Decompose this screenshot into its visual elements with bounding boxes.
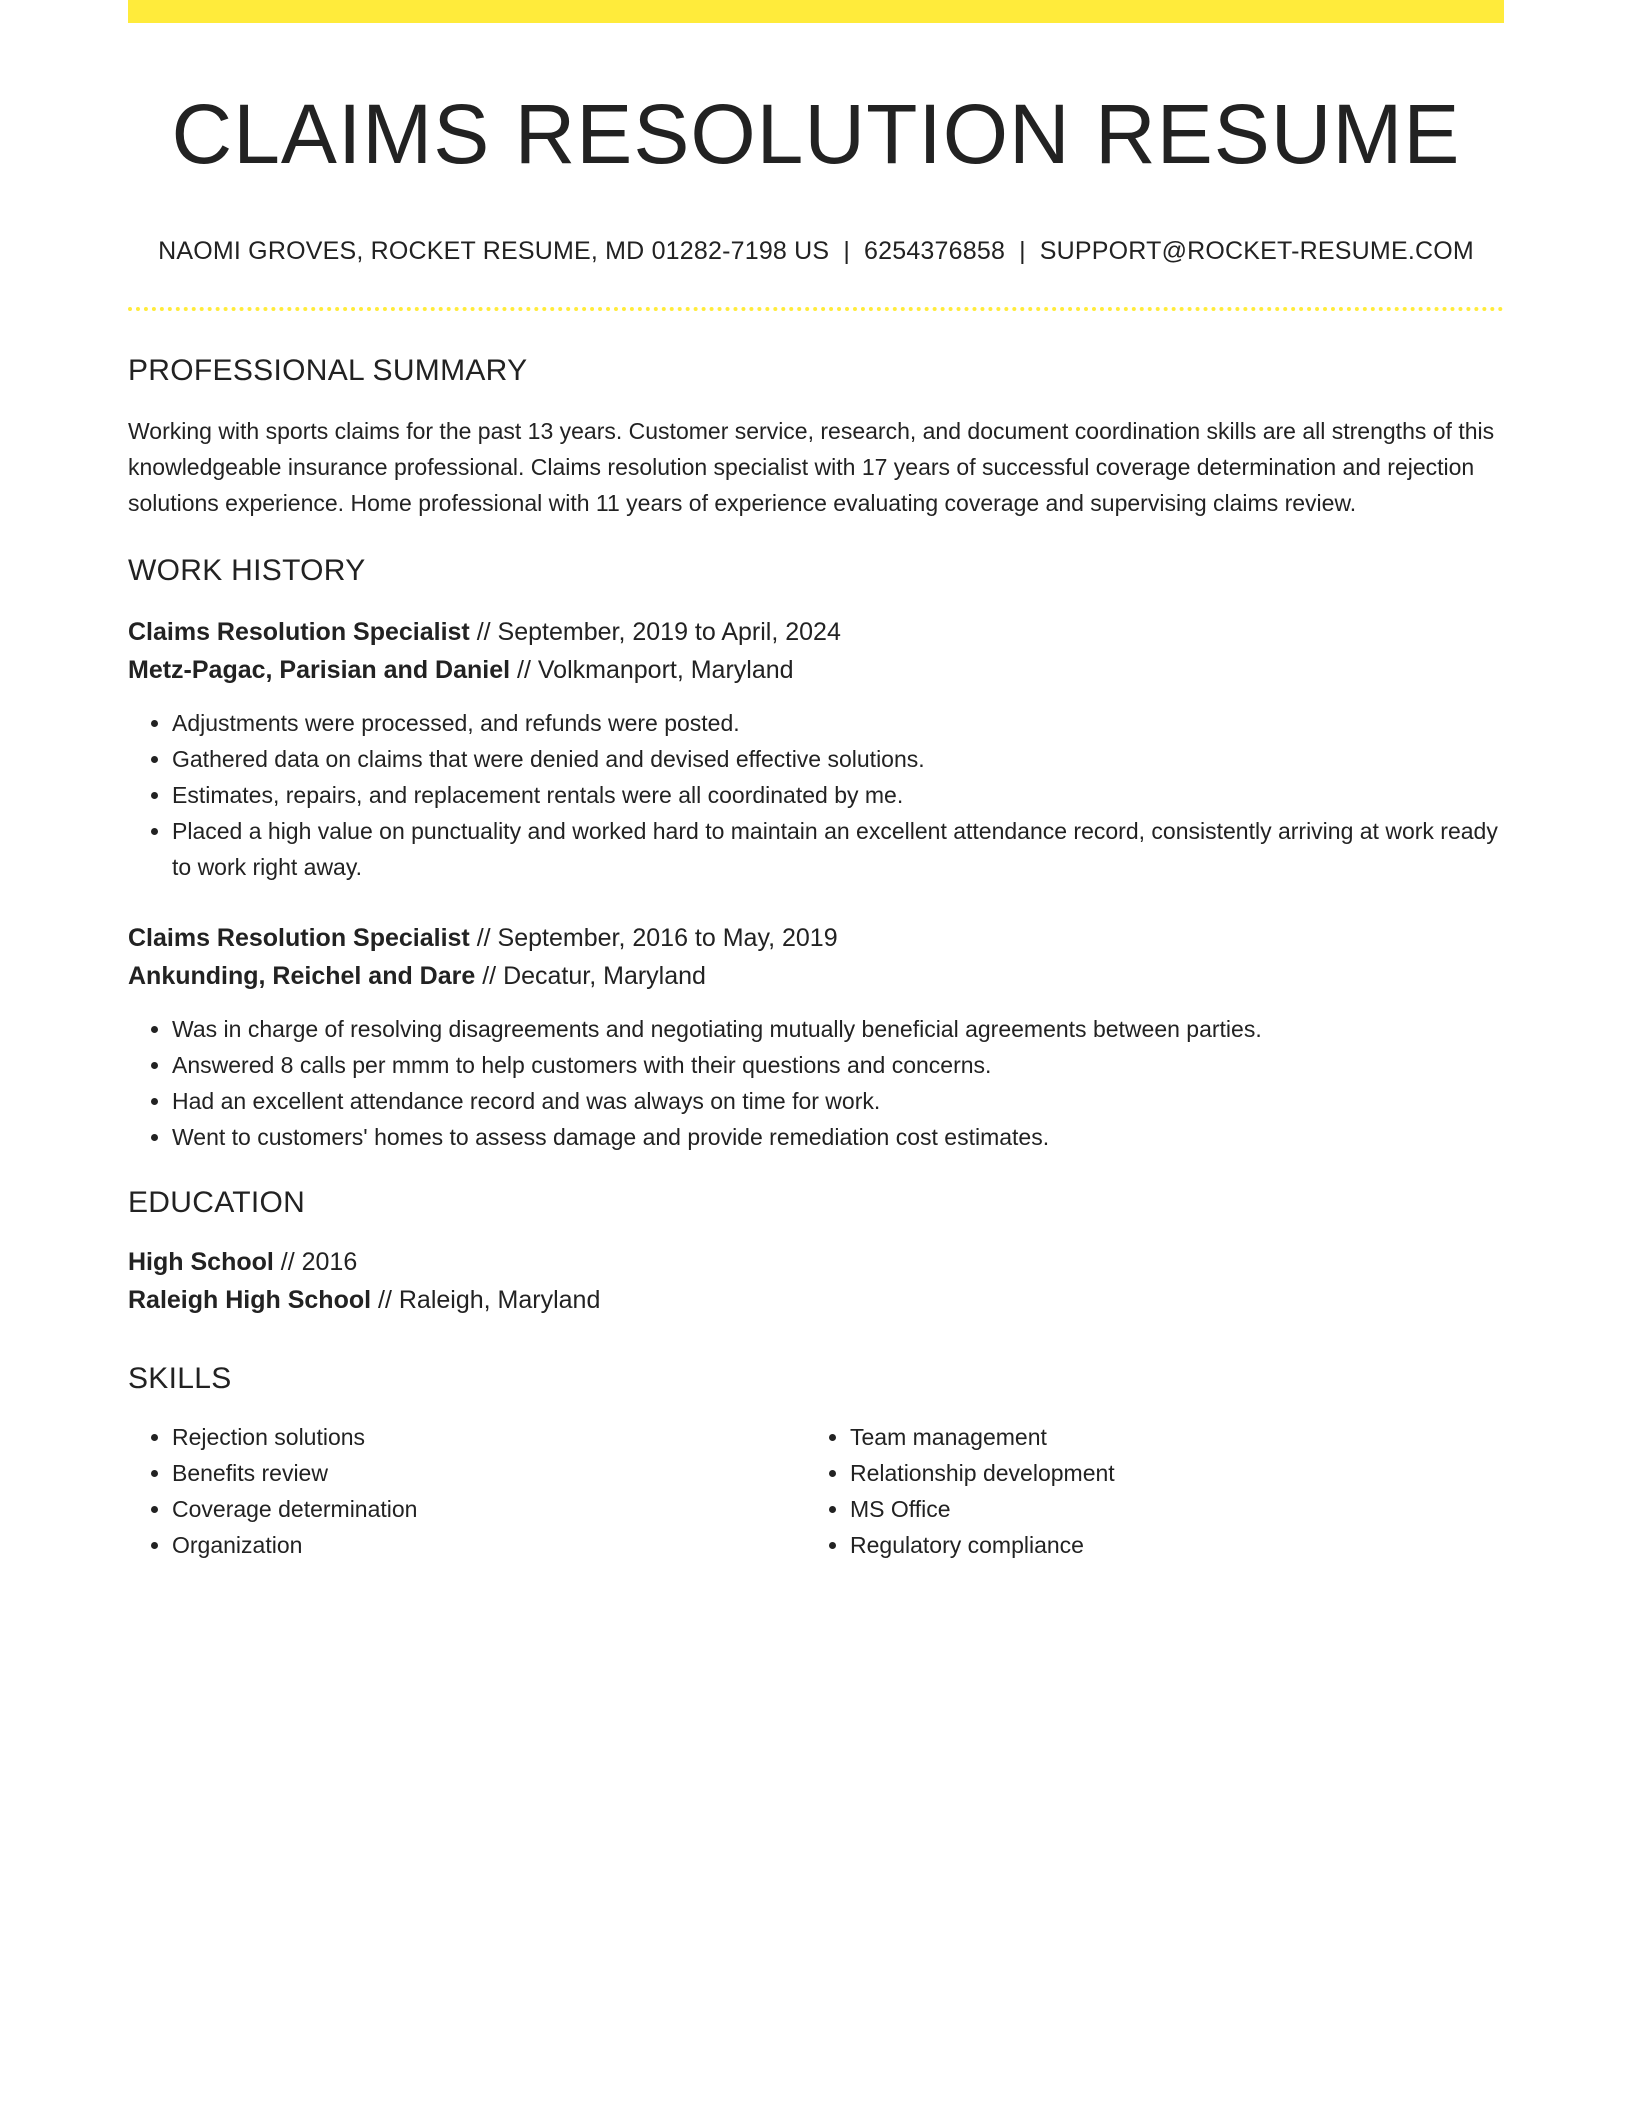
skills-column-left	[128, 1419, 806, 1563]
job-title-line	[128, 613, 1504, 651]
skill-item: • Regulatory compliance	[850, 1527, 1484, 1563]
resume-page	[128, 0, 1504, 1563]
job-location: // Decatur, Maryland	[482, 962, 706, 990]
skill-item: • Benefits review	[172, 1455, 806, 1491]
skills-list	[128, 1419, 806, 1563]
skills-columns	[128, 1419, 1504, 1563]
job-entry	[128, 613, 1504, 885]
summary-text: Working with sports claims for the past 13 years. Customer service, research, and document coordination skills are all strengths of this knowledgeable insurance professional. Claims resolution specialist with 17 years of successful coverage determination and rejection solutions experience. Home professional with 11 years of experience evaluating coverage and supervising claims review.	[128, 418, 1495, 516]
job-bullets	[128, 1011, 1504, 1155]
job-bullet: • Gathered data on claims that were denied and devised effective solutions.	[172, 741, 1504, 777]
job-bullet: • Placed a high value on punctuality and worked hard to maintain an excellent attendance record, consistently arriving at work ready to work right away.	[172, 813, 1504, 885]
job-bullet: • Had an excellent attendance record and was always on time for work.	[172, 1083, 1504, 1119]
education-degree: High School	[128, 1248, 274, 1276]
contact-separator: |	[1019, 237, 1026, 265]
accent-top-bar	[128, 0, 1504, 23]
job-bullet: • Answered 8 calls per mmm to help customers with their questions and concerns.	[172, 1047, 1504, 1083]
skill-item: • Rejection solutions	[172, 1419, 806, 1455]
contact-separator: |	[843, 237, 851, 265]
job-dates: // September, 2016 to May, 2019	[476, 924, 838, 952]
job-bullet: • Went to customers' homes to assess damage and provide remediation cost estimates.	[172, 1119, 1504, 1155]
dotted-divider	[128, 307, 1504, 311]
skill-item: • MS Office	[850, 1491, 1484, 1527]
skill-item: • Organization	[172, 1527, 806, 1563]
contact-phone: 6254376858	[864, 237, 1006, 265]
job-title: Claims Resolution Specialist	[128, 924, 470, 952]
job-title-line	[128, 919, 1504, 957]
skills-column-right	[806, 1419, 1484, 1563]
education-school: Raleigh High School	[128, 1286, 372, 1314]
job-bullets	[128, 705, 1504, 885]
job-title: Claims Resolution Specialist	[128, 618, 470, 646]
skill-item: • Coverage determination	[172, 1491, 806, 1527]
education-heading: EDUCATION	[128, 1186, 306, 1219]
education-school-line	[128, 1281, 1504, 1319]
education-location: // Raleigh, Maryland	[378, 1286, 601, 1314]
skill-item: • Relationship development	[850, 1455, 1484, 1491]
work-history-heading: WORK HISTORY	[128, 554, 366, 587]
job-bullet: • Was in charge of resolving disagreements and negotiating mutually beneficial agreements between parties.	[172, 1011, 1504, 1047]
contact-email: SUPPORT@ROCKET-RESUME.COM	[1039, 237, 1474, 265]
job-company: Ankunding, Reichel and Dare	[128, 962, 476, 990]
resume-title: CLAIMS RESOLUTION RESUME	[171, 87, 1461, 181]
job-company-line	[128, 957, 1504, 995]
job-company: Metz-Pagac, Parisian and Daniel	[128, 656, 511, 684]
contact-address: NAOMI GROVES, ROCKET RESUME, MD 01282-7198 US	[158, 237, 830, 265]
summary-heading: PROFESSIONAL SUMMARY	[128, 354, 528, 387]
job-bullet: • Estimates, repairs, and replacement rentals were all coordinated by me.	[172, 777, 1504, 813]
skills-heading: SKILLS	[128, 1362, 232, 1395]
education-degree-line	[128, 1243, 1504, 1281]
job-location: // Volkmanport, Maryland	[517, 656, 794, 684]
skill-item: • Team management	[850, 1419, 1484, 1455]
skills-list	[806, 1419, 1484, 1563]
job-entry	[128, 919, 1504, 1155]
education-year: // 2016	[280, 1248, 358, 1276]
job-bullet: • Adjustments were processed, and refunds were posted.	[172, 705, 1504, 741]
job-dates: // September, 2019 to April, 2024	[476, 618, 841, 646]
job-company-line	[128, 651, 1504, 689]
contact-line	[128, 236, 1504, 266]
education-entry	[128, 1243, 1504, 1319]
